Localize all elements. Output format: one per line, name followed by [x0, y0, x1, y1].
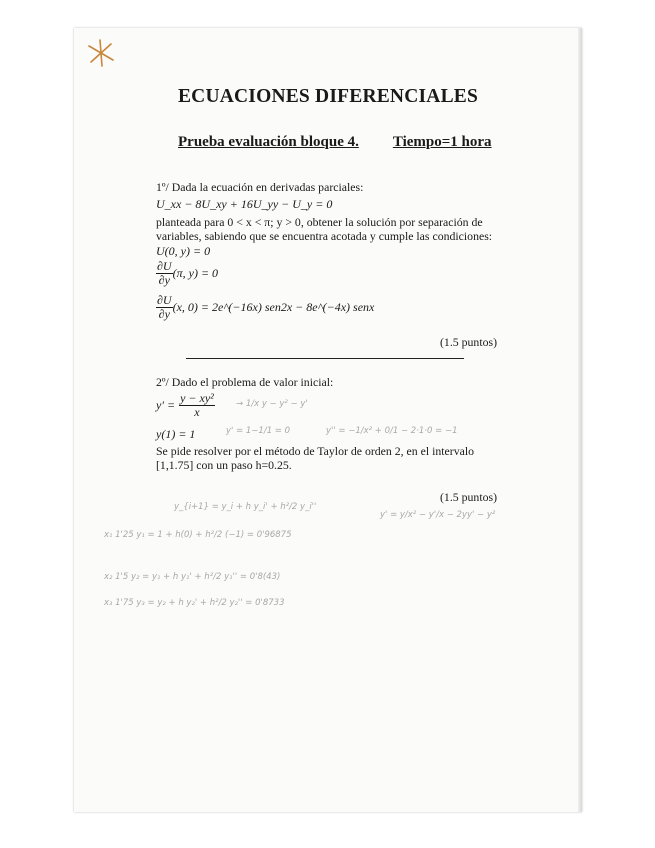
q2-points: (1.5 puntos): [440, 490, 498, 504]
scanned-page: [74, 28, 582, 812]
q2-numerator: y − xy²: [180, 391, 214, 405]
section-divider: [186, 358, 464, 359]
exam-time: Tiempo=1 hora: [392, 134, 492, 150]
pencil-note-6: x₁ 1'25 y₁ = 1 + h(0) + h²/2 (−1) = 0'96875: [104, 530, 292, 540]
q1-points: (1.5 puntos): [440, 335, 498, 349]
exam-block: Prueba evaluación bloque 4.: [178, 134, 359, 150]
pencil-note-1: → 1/x y − y² − y': [236, 399, 308, 409]
page-title: ECUACIONES DIFERENCIALES: [177, 86, 479, 107]
q2-line2: [1,1.75] con un paso h=0.25.: [156, 458, 292, 472]
q1-cond3-rest: (x, 0) = 2e^(−16x) sen2x − 8e^(−4x) senx: [172, 300, 375, 315]
q1-condition-2: [156, 260, 218, 287]
pencil-note-2: y' = 1−1/1 = 0: [226, 426, 291, 436]
pencil-note-3: y'' = −1/x² + 0/1 − 2·1·0 = −1: [326, 426, 458, 436]
pencil-note-4: y_{i+1} = y_i + h y_i' + h²/2 y_i'': [174, 502, 317, 512]
pencil-note-7: x₂ 1'5 y₂ = y₁ + h y₁' + h²/2 y₁'' = 0'8(43): [104, 572, 281, 582]
q1-line1: planteada para 0 < x < π; y > 0, obtener la solución por separación de: [156, 215, 483, 229]
q1-cond2-numerator: ∂U: [157, 259, 172, 273]
q2-initial-condition: y(1) = 1: [156, 427, 196, 441]
q1-cond2-rest: (π, y) = 0: [172, 266, 219, 281]
q2-denominator: x: [194, 405, 200, 419]
q1-line2: variables, sabiendo que se encuentra acotada y cumple las condiciones:: [156, 229, 493, 243]
q1-equation: U_xx − 8U_xy + 16U_yy − U_y = 0: [156, 197, 333, 211]
q2-lhs: y′ =: [156, 398, 176, 413]
q1-cond3-denominator: ∂y: [158, 307, 170, 321]
pencil-note-5: y' = y/x² − y'/x − 2yy' − y²: [380, 510, 496, 520]
q2-ode: [156, 392, 215, 419]
q2-line1: Se pide resolver por el método de Taylor de orden 2, en el intervalo: [156, 444, 475, 458]
q2-intro: 2º/ Dado el problema de valor inicial:: [156, 375, 334, 389]
pen-mark-icon: [86, 38, 116, 68]
q1-cond2-denominator: ∂y: [158, 273, 170, 287]
q1-condition-1: U(0, y) = 0: [156, 244, 211, 258]
pencil-note-8: x₃ 1'75 y₃ = y₂ + h y₂' + h²/2 y₂'' = 0'8733: [104, 598, 285, 608]
q1-condition-3: [156, 294, 374, 321]
exam-subtitle: [178, 134, 492, 151]
q1-cond3-numerator: ∂U: [157, 293, 172, 307]
q1-intro: 1º/ Dada la ecuación en derivadas parciales:: [156, 180, 364, 194]
